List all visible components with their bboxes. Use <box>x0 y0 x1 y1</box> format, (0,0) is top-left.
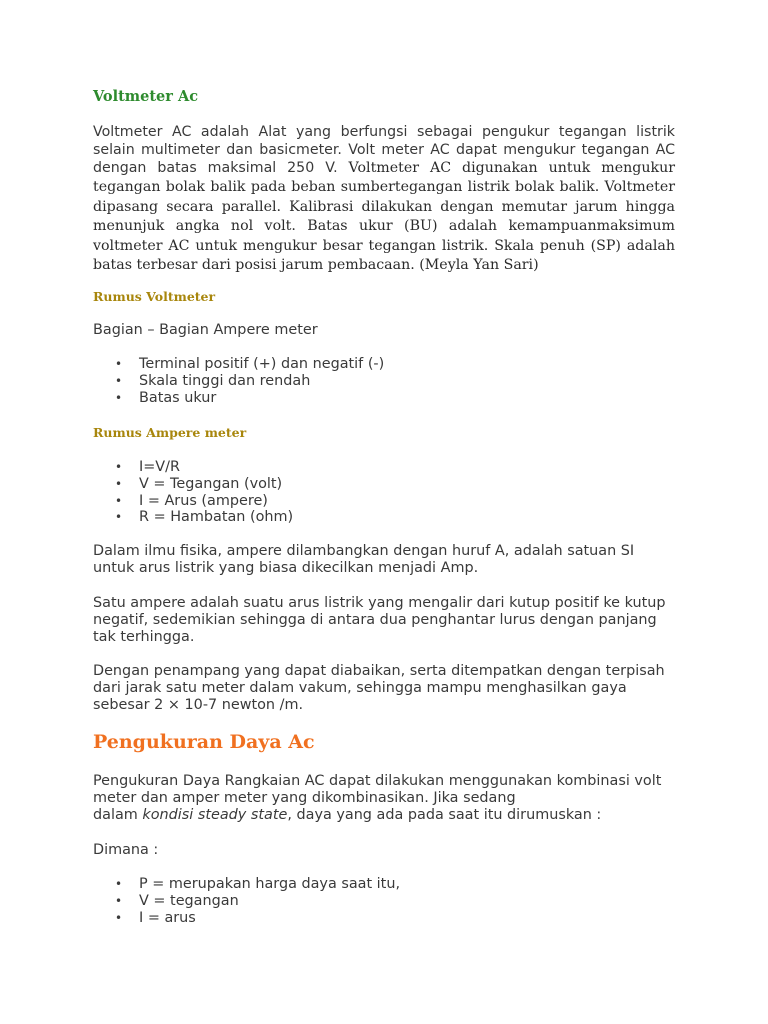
list-item: • I=V/R <box>93 459 293 476</box>
list-item: • V = Tegangan (volt) <box>93 476 293 493</box>
section-title-voltmeter-ac: Voltmeter Ac <box>93 88 199 105</box>
intro-text-sans: Voltmeter AC adalah Alat yang berfungsi sebagai pengukur tegangan listrik selain multimeter dan basicmeter. Volt meter AC dapat mengukur tegangan AC dengan batas maksimal 250 V. <box>93 124 675 176</box>
power-text-a: Pengukuran Daya Rangkaian AC dapat dilakukan menggunakan kombinasi volt meter dan amper meter yang dikombinasikan. Jika sedang <box>93 773 662 806</box>
list-item: • I = arus <box>93 910 400 927</box>
heading-rumus-ampere-meter: Rumus Ampere meter <box>93 425 247 440</box>
power-variables-list <box>93 876 400 926</box>
list-item: • Terminal positif (+) dan negatif (-) <box>93 356 384 373</box>
paragraph-cross-section: Dengan penampang yang dapat diabaikan, serta ditempatkan dengan terpisah dari jarak satu meter dalam vakum, sehingga mampu menghasilkan gaya sebesar 2 × 10-7 newton /m. <box>93 663 665 713</box>
power-text-italic: kondisi steady state <box>142 806 288 823</box>
voltmeter-parts-list <box>93 356 384 406</box>
heading-rumus-voltmeter: Rumus Voltmeter <box>93 289 216 304</box>
list-item: • R = Hambatan (ohm) <box>93 509 293 526</box>
ampere-formula-list <box>93 459 293 526</box>
list-item: • Skala tinggi dan rendah <box>93 373 384 390</box>
intro-text-serif: Voltmeter AC digunakan untuk mengukur tegangan bolak balik pada beban sumbertegangan listrik bolak balik. Voltmeter dipasang secara parallel. Kalibrasi dilakukan dengan memutar jarum hingga menunjuk angka nol volt. Batas ukur (BU) adalah kemampuanmaksimum voltmeter AC untuk mengukur besar tegangan listrik. Skala penuh (SP) adalah batas terbesar dari posisi jarum pembacaan. (Meyla Yan Sari) <box>93 160 675 274</box>
list-item: • Batas ukur <box>93 390 384 407</box>
section-title-pengukuran-daya-ac: Pengukuran Daya Ac <box>93 731 315 753</box>
power-text-b: dalam <box>93 806 143 823</box>
dimana-label: Dimana : <box>93 842 159 858</box>
list-item: • V = tegangan <box>93 893 400 910</box>
paragraph-one-ampere: Satu ampere adalah suatu arus listrik yang mengalir dari kutup positif ke kutup negatif, sedemikian sehingga di antara dua penghantar lurus dengan panjang tak terhingga. <box>93 595 666 645</box>
intro-paragraph <box>93 123 675 275</box>
list-item: • I = Arus (ampere) <box>93 493 293 510</box>
list-item: • P = merupakan harga daya saat itu, <box>93 876 400 893</box>
paragraph-power-measurement <box>93 773 675 823</box>
paragraph-ampere-definition: Dalam ilmu fisika, ampere dilambangkan dengan huruf A, adalah satuan SI untuk arus listrik yang biasa dikecilkan menjadi Amp. <box>93 543 635 576</box>
parts-lead-text: Bagian – Bagian Ampere meter <box>93 322 318 338</box>
power-text-c: , daya yang ada pada saat itu dirumuskan : <box>287 806 602 823</box>
